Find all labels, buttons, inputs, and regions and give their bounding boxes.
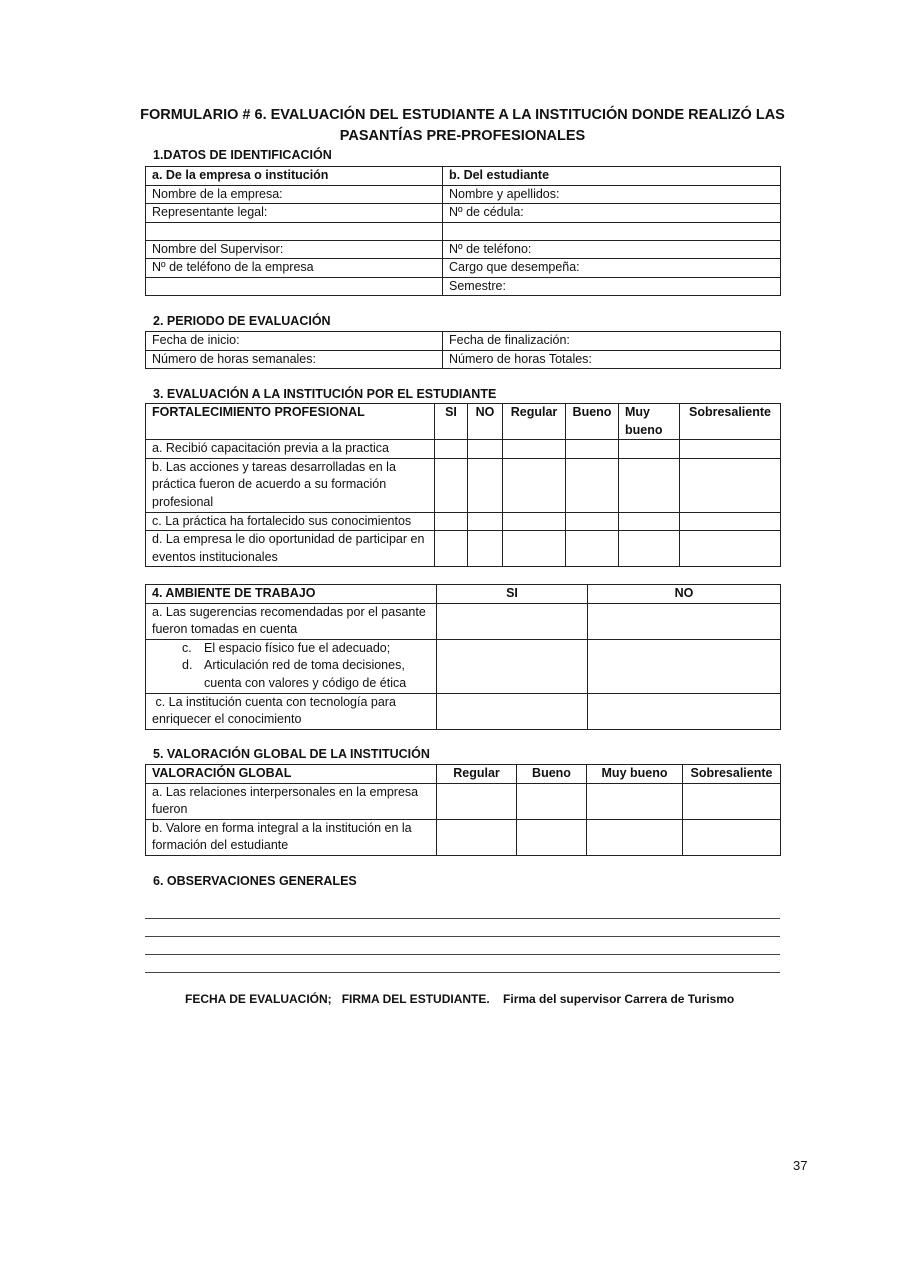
rating-cell[interactable]	[435, 531, 468, 567]
table-row	[146, 639, 781, 693]
professional-strengthening-table	[145, 403, 781, 567]
rating-cell[interactable]	[517, 783, 587, 819]
rating-cell[interactable]	[683, 783, 781, 819]
table-row	[146, 222, 781, 240]
list-marker: c.	[182, 640, 192, 655]
column-header: Bueno	[566, 404, 619, 440]
column-header: Muy bueno	[619, 404, 680, 440]
section3-heading: 3. EVALUACIÓN A LA INSTITUCIÓN POR EL ESTUDIANTE	[153, 387, 497, 401]
rating-cell[interactable]	[468, 440, 503, 459]
criterion-label: b. Valore en forma integral a la institución en la formación del estudiante	[146, 819, 437, 855]
form-title	[130, 105, 795, 147]
column-header: Muy bueno	[587, 765, 683, 784]
table-row	[146, 531, 781, 567]
table-row	[146, 240, 781, 259]
rating-cell[interactable]	[566, 440, 619, 459]
table-header-row	[146, 585, 781, 604]
list-item	[182, 657, 430, 692]
end-date-field[interactable]: Fecha de finalización:	[443, 332, 781, 351]
table-row	[146, 259, 781, 278]
table-row	[146, 350, 781, 369]
criterion-list-cell	[146, 639, 437, 693]
rating-cell[interactable]	[680, 531, 781, 567]
rating-cell[interactable]	[437, 639, 588, 693]
supervisor-name-field[interactable]: Nombre del Supervisor:	[146, 240, 443, 259]
rating-cell[interactable]	[588, 603, 781, 639]
evaluation-period-table	[145, 331, 781, 369]
list-marker: d.	[182, 658, 193, 672]
rating-cell[interactable]	[680, 512, 781, 531]
supervisor-signature-label: Firma del supervisor Carrera de Turismo	[503, 992, 735, 1006]
column-header: Sobresaliente	[680, 404, 781, 440]
rating-cell[interactable]	[680, 458, 781, 512]
column-header: VALORACIÓN GLOBAL	[146, 765, 437, 784]
rating-cell[interactable]	[619, 458, 680, 512]
rating-cell[interactable]	[503, 440, 566, 459]
rating-cell[interactable]	[437, 819, 517, 855]
weekly-hours-field[interactable]: Número de horas semanales:	[146, 350, 443, 369]
blank-company-field[interactable]	[146, 277, 443, 296]
criterion-list	[152, 640, 430, 693]
rating-cell[interactable]	[517, 819, 587, 855]
legal-representative-field[interactable]: Representante legal:	[146, 204, 443, 223]
rating-cell[interactable]	[566, 531, 619, 567]
signature-footer	[185, 992, 734, 1006]
rating-cell[interactable]	[588, 693, 781, 729]
rating-cell[interactable]	[566, 458, 619, 512]
rating-cell[interactable]	[468, 458, 503, 512]
rating-cell[interactable]	[503, 512, 566, 531]
column-header: Bueno	[517, 765, 587, 784]
page-number: 37	[793, 1158, 808, 1173]
rating-cell[interactable]	[619, 512, 680, 531]
rating-cell[interactable]	[566, 512, 619, 531]
work-environment-table	[145, 584, 781, 730]
table-row	[146, 458, 781, 512]
table-row	[146, 440, 781, 459]
semester-field[interactable]: Semestre:	[443, 277, 781, 296]
rating-cell[interactable]	[503, 458, 566, 512]
position-field[interactable]: Cargo que desempeña:	[443, 259, 781, 278]
column-header: SI	[437, 585, 588, 604]
observation-line[interactable]	[145, 954, 780, 955]
criterion-label: c. La práctica ha fortalecido sus conocimientos	[146, 512, 435, 531]
table-header-row	[146, 404, 781, 440]
column-header: Regular	[503, 404, 566, 440]
criterion-label: c. La institución cuenta con tecnología para enriquecer el conocimiento	[146, 693, 437, 729]
rating-cell[interactable]	[437, 783, 517, 819]
section6-heading: 6. OBSERVACIONES GENERALES	[153, 874, 357, 888]
table-header-row	[146, 765, 781, 784]
table-row	[146, 204, 781, 223]
total-hours-field[interactable]: Número de horas Totales:	[443, 350, 781, 369]
section2-heading: 2. PERIODO DE EVALUACIÓN	[153, 314, 331, 328]
rating-cell[interactable]	[619, 440, 680, 459]
criterion-label: Articulación red de toma decisiones, cuenta con valores y código de ética	[204, 658, 407, 690]
form-title-line1: FORMULARIO # 6. EVALUACIÓN DEL ESTUDIANTE A LA INSTITUCIÓN DONDE REALIZÓ LAS	[140, 107, 785, 123]
column-header: Regular	[437, 765, 517, 784]
company-phone-field[interactable]: Nº de teléfono de la empresa	[146, 259, 443, 278]
table-row	[146, 185, 781, 204]
rating-cell[interactable]	[588, 639, 781, 693]
table-row	[146, 783, 781, 819]
rating-cell[interactable]	[587, 819, 683, 855]
rating-cell[interactable]	[587, 783, 683, 819]
blank-student-field[interactable]	[443, 222, 781, 240]
column-header: NO	[468, 404, 503, 440]
table-row	[146, 277, 781, 296]
column-header: SI	[435, 404, 468, 440]
company-column-header: a. De la empresa o institución	[146, 167, 443, 186]
student-phone-field[interactable]: Nº de teléfono:	[443, 240, 781, 259]
form-title-line2: PASANTÍAS PRE-PROFESIONALES	[339, 128, 586, 144]
rating-cell[interactable]	[468, 531, 503, 567]
student-column-header: b. Del estudiante	[443, 167, 781, 186]
rating-cell[interactable]	[468, 512, 503, 531]
criterion-label: b. Las acciones y tareas desarrolladas en la práctica fueron de acuerdo a su formación profesional	[146, 458, 435, 512]
table-row	[146, 693, 781, 729]
column-header: FORTALECIMIENTO PROFESIONAL	[146, 404, 435, 440]
list-item	[182, 640, 430, 658]
identification-header-row	[146, 167, 781, 186]
identification-table	[145, 166, 781, 296]
company-name-field[interactable]: Nombre de la empresa:	[146, 185, 443, 204]
student-name-field[interactable]: Nombre y apellidos:	[443, 185, 781, 204]
rating-cell[interactable]	[437, 693, 588, 729]
criterion-label: d. La empresa le dio oportunidad de participar en eventos institucionales	[146, 531, 435, 567]
student-signature-label: FIRMA DEL ESTUDIANTE.	[341, 992, 490, 1006]
rating-cell[interactable]	[435, 512, 468, 531]
global-valuation-table	[145, 764, 781, 856]
blank-company-field[interactable]	[146, 222, 443, 240]
rating-cell[interactable]	[435, 440, 468, 459]
column-header: NO	[588, 585, 781, 604]
start-date-field[interactable]: Fecha de inicio:	[146, 332, 443, 351]
criterion-label: a. Recibió capacitación previa a la practica	[146, 440, 435, 459]
section1-heading: 1.DATOS DE IDENTIFICACIÓN	[153, 148, 332, 162]
section4-heading: 4. AMBIENTE DE TRABAJO	[146, 585, 437, 604]
table-row	[146, 819, 781, 855]
criterion-label: a. Las sugerencias recomendadas por el pasante fueron tomadas en cuenta	[146, 603, 437, 639]
table-row	[146, 332, 781, 351]
rating-cell[interactable]	[683, 819, 781, 855]
criterion-label: El espacio físico fue el adecuado;	[204, 640, 391, 655]
rating-cell[interactable]	[437, 603, 588, 639]
observation-line[interactable]	[145, 972, 780, 973]
rating-cell[interactable]	[680, 440, 781, 459]
observation-line[interactable]	[145, 936, 780, 937]
table-row	[146, 603, 781, 639]
rating-cell[interactable]	[503, 531, 566, 567]
table-row	[146, 512, 781, 531]
evaluation-date-label: FECHA DE EVALUACIÓN;	[185, 992, 332, 1006]
rating-cell[interactable]	[435, 458, 468, 512]
rating-cell[interactable]	[619, 531, 680, 567]
observation-line[interactable]	[145, 918, 780, 919]
column-header: Sobresaliente	[683, 765, 781, 784]
criterion-label: a. Las relaciones interpersonales en la empresa fueron	[146, 783, 437, 819]
id-number-field[interactable]: Nº de cédula:	[443, 204, 781, 223]
section5-heading: 5. VALORACIÓN GLOBAL DE LA INSTITUCIÓN	[153, 747, 430, 761]
